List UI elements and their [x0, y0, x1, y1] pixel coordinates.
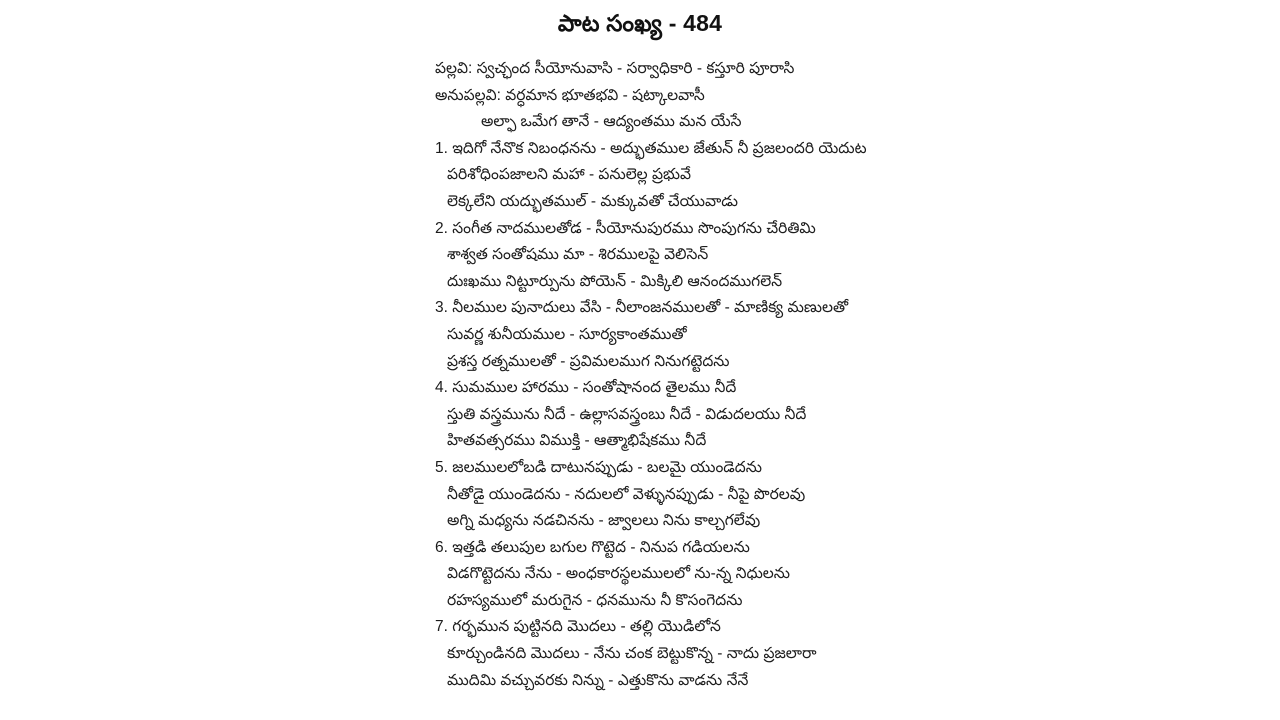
song-line: కూర్చుండినది మొదలు - నేను చంక బెట్టుకొన్న - నాదు ప్రజలారా: [447, 645, 817, 663]
song-line: 7. గర్భమున పుట్టినది మొదలు - తల్లి యొడిలోన: [435, 618, 721, 636]
song-line: హితవత్సరము విముక్తి - ఆత్మాభిషేకము నీదే: [447, 432, 707, 450]
song-line: అనుపల్లవి: వర్ధమాన భూతభవి - షట్కాలవాసీ: [435, 86, 705, 104]
song-line: 1. ఇదిగో నేనొక నిబంధనను - అద్భుతముల జేతున్ నీ ప్రజలందరి యెదుట: [435, 139, 867, 157]
song-line: శాశ్వత సంతోషము మా - శిరములపై వెలిసెన్: [447, 246, 709, 264]
song-line: పల్లవి: స్వచ్ఛంద సీయోనువాసి - సర్వాధికారి - కస్తూరి పూరాసి: [435, 60, 795, 77]
song-line: రహస్యములో మరుగైన - ధనమును నీ కొసంగెదను: [447, 591, 743, 609]
song-line: 3. నీలముల పునాదులు వేసి - నీలాంజనములతో - మాణిక్య మణులతో: [435, 299, 849, 317]
song-line: దుఃఖము నిట్టూర్పును పోయెన్ - మిక్కిలి ఆనందముగలెన్: [447, 272, 783, 290]
song-line: 2. సంగీత నాదములతోడ - సీయోనుపురము సొంపుగను చేరితిమి: [435, 219, 816, 237]
song-line: 6. ఇత్తడి తలుపుల బగుల గొట్టెద - నినుప గడియలను: [435, 538, 750, 556]
song-line: సువర్ణ శునీయముల - సూర్యకాంతముతో: [447, 325, 687, 343]
song-line: పరిశోధింపజాలని మహా - పనులెల్ల ప్రభువే: [447, 166, 692, 184]
song-line: అల్ఫా ఒమేగ తానే - ఆద్యంతము మన యేసే: [481, 113, 742, 131]
song-line: నీతోడై యుండెదను - నదులలో వెళ్ళునప్పుడు - నీపై పొరలవు: [447, 485, 806, 503]
song-line: ముదిమి వచ్చువరకు నిన్ను - ఎత్తుకొను వాడను నేనే: [447, 671, 749, 689]
song-line: స్తుతి వస్త్రమును నీదే - ఉల్లాసవస్త్రంబు నీదే - విడుదలయు నీదే: [447, 405, 807, 423]
page-title: పాట సంఖ్య - 484: [557, 10, 723, 36]
song-line: ప్రశస్త రత్నములతో - ప్రవిమలముగ నినుగట్టెదను: [447, 352, 730, 370]
song-line: అగ్ని మధ్యను నడచినను - జ్వాలలు నిను కాల్చగలేవు: [447, 512, 761, 530]
song-lines: [435, 56, 1255, 694]
song-line: విడగొట్టెదను నేను - అంధకారస్థలములలో ను-న్న నిధులను: [447, 565, 791, 583]
song-line: 4. సుమముల హారము - సంతోషానంద తైలము నీదే: [435, 379, 737, 397]
song-line: లెక్కలేని యద్భుతముల్ - మక్కువతో చేయువాడు: [447, 192, 739, 210]
song-line: 5. జలములలోబడి దాటునప్పుడు - బలమై యుండెదను: [435, 458, 762, 476]
